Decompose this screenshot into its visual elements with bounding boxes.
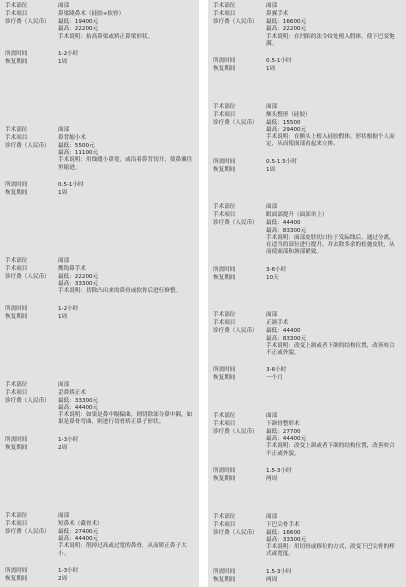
procedure-block: [213, 312, 406, 383]
recovery-value: [266, 577, 406, 584]
fee-row: [213, 530, 406, 559]
fee-min: 最低：15500: [266, 119, 301, 126]
recovery-text: 2周: [58, 444, 68, 451]
fee-row: [213, 19, 406, 48]
duration-label: 所需时间: [5, 305, 28, 312]
duration-text: 1-2小时: [58, 50, 79, 57]
fee-min: 最低：5500元: [58, 142, 95, 149]
fee-max: 最高：22200元: [266, 26, 307, 33]
recovery-row: [213, 476, 406, 484]
project-value: [58, 390, 199, 397]
recovery-row: [5, 576, 199, 584]
fee-value: [266, 220, 406, 256]
part-label: 手术部位: [5, 3, 28, 9]
part-value: [266, 204, 406, 211]
recovery-text: 两周: [266, 576, 278, 583]
fee-max: 最高：83300元: [266, 335, 307, 342]
project-value: [58, 135, 199, 142]
duration-label: 所需时间: [213, 158, 236, 165]
recovery-label: 恢复期间: [213, 576, 236, 583]
fee-label: 诊疗费（人民币）: [5, 19, 50, 25]
part-text: 面部: [266, 312, 278, 319]
part-row: [213, 312, 406, 320]
project-label: 手术项目: [5, 520, 28, 527]
spacer: [5, 172, 199, 182]
fee-row: [5, 529, 199, 558]
recovery-label: 恢复期间: [213, 274, 236, 281]
procedure-note: 手术说明：面部皮肤切口位于发际线后，通过分离，在适当的部位进行提升，并去除多余的松弛皮肤，从而使面部和颈部紧致。: [266, 234, 395, 256]
procedure-note: 手术说明：用切骨或移位的方式，改变下巴尖骨的样式或宽度。: [266, 544, 395, 558]
duration-row: [213, 569, 406, 577]
duration-text: 3-6小时: [266, 266, 287, 273]
recovery-text: 1周: [58, 189, 68, 196]
spacer: [213, 458, 406, 468]
duration-row: [213, 58, 406, 66]
fee-min: 最低：44400: [266, 328, 301, 335]
part-text: 面部: [58, 381, 70, 388]
procedure-note: 手术说明：用线缝小鼻宽，或沿着鼻背切开，使鼻翼往里缩进。: [58, 157, 193, 171]
recovery-value: [266, 66, 406, 73]
recovery-label: 恢复期间: [5, 58, 28, 65]
recovery-label: 恢复期间: [5, 575, 28, 582]
recovery-value: [58, 59, 199, 66]
duration-text: 0.5-1小时: [58, 181, 84, 188]
part-value: [266, 104, 406, 111]
fee-value: [266, 429, 406, 458]
duration-text: 1-3小时: [58, 567, 79, 574]
fee-min: 最低：19400元: [58, 19, 99, 25]
part-label: 手术部位: [213, 513, 236, 520]
part-label: 手术部位: [5, 126, 28, 133]
fee-row: [5, 19, 199, 41]
duration-value: [266, 159, 406, 166]
recovery-row: [213, 66, 406, 74]
procedure-block: [213, 104, 406, 175]
procedure-block: [213, 514, 406, 585]
left-column: [0, 0, 199, 587]
duration-value: [266, 267, 406, 274]
project-row: [213, 421, 406, 429]
part-label: 手术部位: [213, 103, 236, 110]
procedure-note: 手术说明：改变上颌或者下颌的结构位置，改善咬合不正或外貌。: [266, 443, 395, 457]
procedure-block: [213, 3, 406, 74]
part-row: [213, 104, 406, 112]
part-text: 面部: [58, 126, 70, 133]
duration-row: [213, 367, 406, 375]
duration-label: 所需时间: [213, 266, 236, 273]
part-label: 手术部位: [213, 412, 236, 419]
recovery-value: [266, 375, 406, 382]
part-text: 面部: [58, 3, 70, 9]
project-label: 手术项目: [5, 134, 28, 141]
recovery-row: [5, 314, 199, 322]
spacer: [213, 257, 406, 267]
duration-row: [5, 306, 199, 314]
fee-max: 最高：11100元: [58, 150, 99, 157]
part-label: 手术部位: [213, 204, 236, 211]
fee-label: 诊疗费（人民币）: [213, 428, 258, 435]
project-row: [5, 266, 199, 274]
duration-text: 0.5-1小时: [266, 58, 292, 65]
spacer: [213, 48, 406, 58]
duration-row: [213, 159, 406, 167]
recovery-value: [58, 445, 199, 452]
duration-label: 所需时间: [5, 567, 28, 574]
duration-value: [58, 182, 199, 189]
part-label: 手术部位: [213, 312, 236, 319]
part-label: 手术部位: [213, 3, 236, 9]
project-text: 歪鼻矫正术: [58, 389, 86, 396]
recovery-label: 恢复期间: [213, 475, 236, 482]
spacer: [5, 427, 199, 437]
procedure-note: 手术说明：切除凸出来的鼻骨或软骨后进行修整。: [58, 288, 182, 295]
fee-label: 诊疗费（人民币）: [5, 273, 50, 280]
part-row: [5, 382, 199, 390]
recovery-label: 恢复期间: [213, 66, 236, 73]
project-label: 手术项目: [213, 11, 236, 17]
spacer: [5, 296, 199, 306]
fee-value: [266, 120, 406, 149]
duration-value: [266, 569, 406, 576]
procedure-block: [5, 382, 199, 453]
duration-row: [5, 568, 199, 576]
project-label: 手术项目: [213, 420, 236, 427]
fee-label: 诊疗费（人民币）: [213, 119, 258, 126]
part-value: [266, 514, 406, 521]
recovery-text: 一个月: [266, 375, 283, 382]
project-row: [5, 135, 199, 143]
procedure-note: 手术说明：如果是鼻中隔偏曲，则切除部分鼻中隔。如果是鼻骨弯曲，则进行切骨矫正鼻子形状。: [58, 412, 193, 426]
procedure-block: [5, 127, 199, 198]
fee-max: 最高：22200元: [58, 26, 99, 33]
duration-text: 1.5-3小时: [266, 467, 292, 474]
fee-value: [58, 274, 199, 296]
project-text: 鼻梁隆鼻术（硅胶+软骨）: [58, 11, 125, 17]
project-value: [58, 11, 199, 18]
duration-value: [58, 568, 199, 575]
procedure-note: 手术说明：在凹陷的法令纹处植入假体，使下巴变饱满。: [266, 33, 395, 47]
fee-max: 最高：33300元: [58, 281, 99, 288]
procedure-note: 手术说明：削掉过高或过宽的鼻骨，从而矫正鼻子大小。: [58, 543, 187, 557]
recovery-text: 1周: [58, 313, 68, 320]
project-value: [266, 320, 406, 327]
right-column: [208, 0, 406, 587]
recovery-row: [213, 275, 406, 283]
fee-value: [266, 530, 406, 559]
project-label: 手术项目: [5, 11, 28, 17]
fee-value: [58, 143, 199, 172]
recovery-value: [58, 190, 199, 197]
part-value: [266, 312, 406, 319]
procedure-note: 手术说明：改变上颌或者下颌的结构位置，改善咬合不正或外貌。: [266, 342, 395, 357]
fee-min: 最低：16600: [266, 529, 301, 536]
fee-min: 最低：22200元: [58, 273, 99, 280]
duration-text: 3-6小时: [266, 367, 287, 374]
recovery-row: [5, 59, 199, 67]
fee-value: [266, 19, 406, 48]
column-gutter: [199, 0, 208, 587]
duration-text: 1-2小时: [58, 305, 79, 312]
recovery-value: [58, 576, 199, 583]
duration-label: 所需时间: [213, 467, 236, 474]
part-value: [58, 127, 199, 134]
duration-row: [5, 51, 199, 59]
duration-value: [266, 468, 406, 475]
part-row: [5, 258, 199, 266]
part-label: 手术部位: [5, 257, 28, 264]
duration-row: [5, 437, 199, 445]
fee-value: [58, 529, 199, 558]
fee-max: 最高：44400元: [266, 436, 307, 443]
project-label: 手术项目: [213, 320, 236, 327]
duration-value: [58, 306, 199, 313]
recovery-value: [266, 476, 406, 483]
project-row: [213, 11, 406, 19]
project-text: 鼻翼手术: [266, 11, 289, 17]
part-value: [58, 513, 199, 520]
project-label: 手术项目: [5, 265, 28, 272]
project-row: [213, 522, 406, 530]
fee-row: [213, 328, 406, 357]
recovery-label: 恢复期间: [5, 444, 28, 451]
duration-value: [266, 58, 406, 65]
recovery-row: [213, 167, 406, 175]
part-text: 面部: [266, 204, 278, 211]
part-label: 手术部位: [5, 381, 28, 388]
part-text: 面部: [58, 257, 70, 264]
fee-value: [58, 398, 199, 427]
procedure-block: [5, 258, 199, 322]
part-row: [5, 127, 199, 135]
recovery-row: [213, 375, 406, 383]
procedure-block: [5, 3, 199, 67]
duration-row: [213, 267, 406, 275]
spacer: [5, 558, 199, 568]
fee-value: [266, 328, 406, 357]
part-row: [213, 3, 406, 11]
project-text: 短鼻术（截骨术）: [58, 520, 103, 527]
spacer: [213, 357, 406, 367]
recovery-text: 1周: [58, 58, 68, 65]
project-label: 手术项目: [5, 389, 28, 396]
recovery-value: [266, 167, 406, 174]
project-label: 手术项目: [213, 521, 236, 528]
project-label: 手术项目: [213, 212, 236, 219]
spacer: [213, 559, 406, 569]
duration-label: 所需时间: [213, 568, 236, 575]
recovery-label: 恢复期间: [213, 166, 236, 173]
procedure-block: [5, 513, 199, 584]
duration-text: 0.5-1.5小时: [266, 158, 297, 165]
project-text: 鼻背缩小术: [58, 134, 86, 141]
fee-label: 诊疗费（人民币）: [213, 220, 258, 227]
duration-label: 所需时间: [213, 367, 236, 374]
fee-label: 诊疗费（人民币）: [213, 19, 258, 25]
procedure-block: [213, 204, 406, 282]
part-row: [5, 513, 199, 521]
fee-row: [5, 398, 199, 427]
fee-row: [213, 429, 406, 458]
project-value: [266, 11, 406, 18]
part-row: [213, 514, 406, 522]
project-text: 眼面部提升（面部单上）: [266, 212, 328, 219]
recovery-label: 恢复期间: [5, 313, 28, 320]
duration-row: [213, 468, 406, 476]
duration-value: [58, 437, 199, 444]
project-label: 手术项目: [213, 111, 236, 118]
fee-row: [213, 220, 406, 256]
project-value: [266, 421, 406, 428]
fee-label: 诊疗费（人民币）: [5, 397, 50, 404]
fee-min: 最低：33300元: [58, 397, 99, 404]
recovery-text: 2周: [58, 575, 68, 582]
fee-max: 最高：44400元: [58, 404, 99, 411]
project-value: [266, 212, 406, 219]
project-text: 额头整形（硅胶）: [266, 111, 311, 118]
fee-min: 最低：44400: [266, 220, 301, 227]
fee-min: 最低：27400元: [58, 528, 99, 535]
part-value: [58, 258, 199, 265]
part-text: 面部: [266, 103, 278, 110]
recovery-text: 10天: [266, 274, 279, 281]
recovery-text: 1周: [266, 66, 276, 73]
fee-row: [5, 274, 199, 296]
duration-value: [266, 367, 406, 374]
fee-max: 最高：29400元: [266, 126, 307, 133]
part-row: [213, 413, 406, 421]
fee-label: 诊疗费（人民币）: [213, 529, 258, 536]
project-text: 下巴尖骨手术: [266, 521, 300, 528]
project-value: [266, 522, 406, 529]
fee-max: 最高：33300元: [266, 536, 307, 543]
part-text: 面部: [266, 3, 278, 9]
procedure-block: [213, 413, 406, 484]
fee-value: [58, 19, 199, 41]
recovery-label: 恢复期间: [213, 375, 236, 382]
part-value: [266, 413, 406, 420]
part-value: [58, 382, 199, 389]
fee-max: 最高：83300元: [266, 227, 307, 234]
project-row: [5, 11, 199, 19]
project-value: [58, 266, 199, 273]
project-value: [266, 112, 406, 119]
recovery-row: [5, 190, 199, 198]
project-value: [58, 521, 199, 528]
recovery-value: [266, 275, 406, 282]
recovery-label: 恢复期间: [5, 189, 28, 196]
fee-label: 诊疗费（人民币）: [213, 328, 258, 335]
duration-row: [5, 182, 199, 190]
recovery-row: [5, 445, 199, 453]
fee-row: [213, 120, 406, 149]
recovery-text: 1周: [266, 166, 276, 173]
project-text: 鹰钩鼻手术: [58, 265, 86, 272]
part-text: 面部: [58, 512, 70, 519]
duration-label: 所需时间: [213, 58, 236, 65]
part-row: [5, 3, 199, 11]
duration-value: [58, 51, 199, 58]
project-text: 下颌骨整形术: [266, 420, 300, 427]
project-row: [5, 390, 199, 398]
part-label: 手术部位: [5, 512, 28, 519]
fee-label: 诊疗费（人民币）: [5, 528, 50, 535]
duration-text: 1.5-3小时: [266, 568, 292, 575]
project-row: [5, 521, 199, 529]
spacer: [213, 149, 406, 159]
duration-label: 所需时间: [5, 436, 28, 443]
fee-min: 最低：27700: [266, 428, 301, 435]
project-row: [213, 112, 406, 120]
fee-min: 最低：16600元: [266, 19, 307, 25]
recovery-row: [213, 577, 406, 585]
procedure-note: 手术说明：在额头上植入硅胶假体。形状根据个人而定，从而使面部看起来立体。: [266, 134, 395, 148]
fee-max: 最高：44400元: [58, 535, 99, 542]
fee-row: [5, 143, 199, 172]
part-text: 面部: [266, 412, 278, 419]
part-text: 面部: [266, 513, 278, 520]
recovery-text: 两周: [266, 475, 278, 482]
recovery-value: [58, 314, 199, 321]
fee-label: 诊疗费（人民币）: [5, 142, 50, 149]
duration-text: 1-3小时: [58, 436, 79, 443]
part-value: [58, 3, 199, 10]
procedure-note: 手术说明：抬高鼻梁或矫正鼻梁形状。: [58, 33, 154, 40]
project-text: 正颌手术: [266, 320, 289, 327]
duration-label: 所需时间: [5, 181, 28, 188]
part-value: [266, 3, 406, 10]
duration-label: 所需时间: [5, 50, 28, 57]
spacer: [5, 41, 199, 51]
